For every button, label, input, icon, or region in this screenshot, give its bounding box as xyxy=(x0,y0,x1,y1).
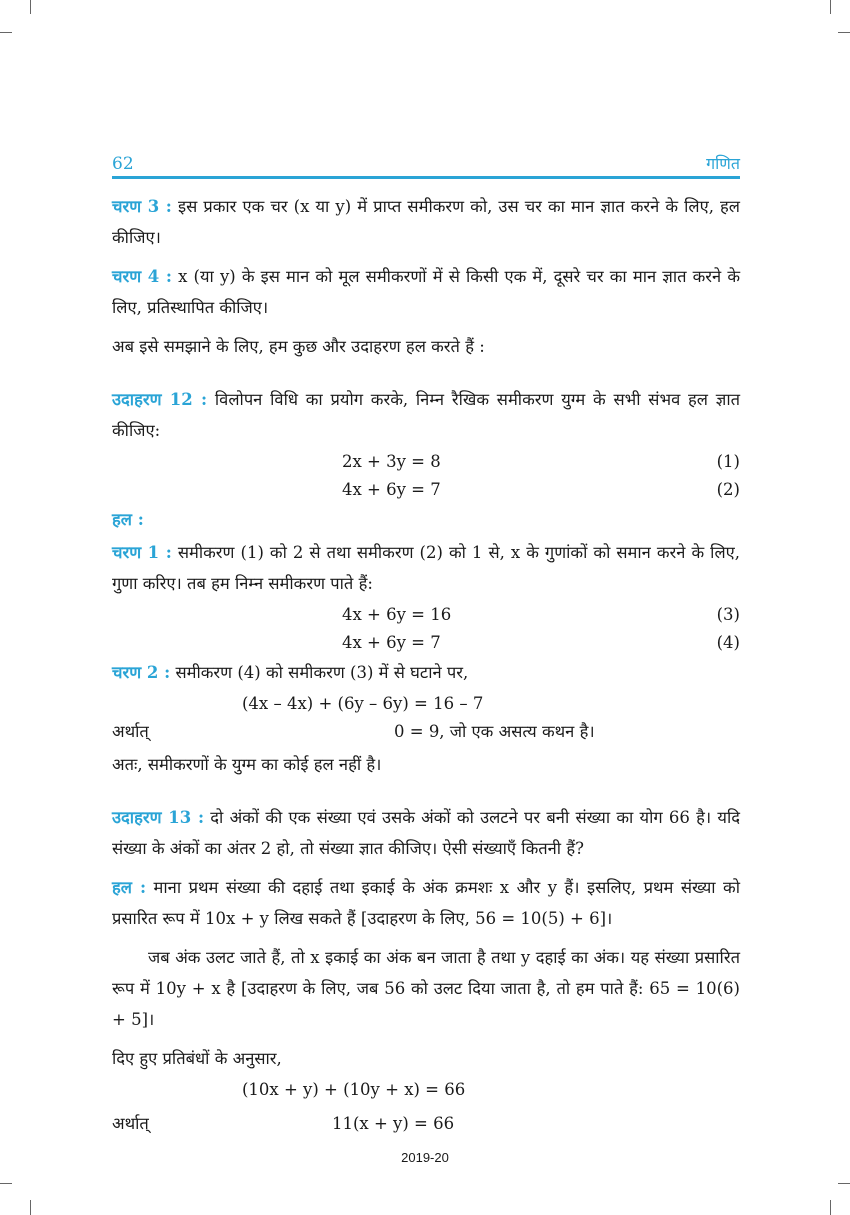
equation-3 xyxy=(112,601,740,629)
equation-expr: (4x – 4x) + (6y – 6y) = 16 – 7 xyxy=(242,694,484,713)
conclusion-text: अतः, समीकरणों के युग्म का कोई हल नहीं है। xyxy=(112,755,382,774)
step-2-paragraph xyxy=(112,657,740,688)
arthat-label: अर्थात् xyxy=(112,1114,149,1133)
crop-mark xyxy=(0,32,12,33)
crop-mark xyxy=(830,1200,831,1215)
solution-13-paragraph xyxy=(112,872,740,934)
page-header xyxy=(112,150,740,176)
equation-number: (1) xyxy=(716,452,740,471)
crop-mark xyxy=(830,0,831,14)
step-2-label: चरण 2 : xyxy=(112,663,171,682)
crop-mark xyxy=(30,0,31,14)
footer-year: 2019-20 xyxy=(401,1150,449,1165)
chapter-title: गणित xyxy=(706,154,740,173)
equation-expr: (10x + y) + (10y + x) = 66 xyxy=(242,1080,466,1099)
equation-8 xyxy=(112,1110,740,1138)
solution-13-label: हल : xyxy=(112,878,147,897)
page-body xyxy=(112,150,740,1138)
step-3-label: चरण 3 : xyxy=(112,197,172,216)
equation-7 xyxy=(112,1076,740,1110)
arthat-label: अर्थात् xyxy=(112,722,149,741)
step-1-paragraph xyxy=(112,537,740,599)
equation-4 xyxy=(112,629,740,657)
equation-expr: 0 = 9, जो एक असत्य कथन है। xyxy=(394,722,595,741)
equation-1 xyxy=(112,448,740,476)
crop-mark xyxy=(30,1200,31,1215)
step-4-text: x (या y) के इस मान को मूल समीकरणों में से किसी एक में, दूसरे चर का मान ज्ञात करने के लिए, प्रतिस्थापित कीजिए। xyxy=(112,267,741,317)
solution-13-text: माना प्रथम संख्या की दहाई तथा इकाई के अंक क्रमशः x और y हैं। इसलिए, प्रथम संख्या को प्रसारित रूप में 10x + y लिख सकते हैं [उदाहरण के लिए, 56 = 10(5) + 6]। xyxy=(112,878,740,928)
example-12-label: उदाहरण 12 : xyxy=(112,390,208,409)
step-1-label: चरण 1 : xyxy=(112,543,172,562)
reversed-digits-paragraph: जब अंक उलट जाते हैं, तो x इकाई का अंक बन जाता है तथा y दहाई का अंक। यह संख्या प्रसारित रूप में 10y + x है [उदाहरण के लिए, जब 56 को उलट दिया जाता है, तो हम पाते हैं: 65 = 10(6) + 5]। xyxy=(112,948,740,1029)
equation-expr: 4x + 6y = 16 xyxy=(342,605,452,624)
equation-number: (4) xyxy=(716,633,740,652)
example-12-paragraph xyxy=(112,384,740,446)
example-13-paragraph xyxy=(112,802,740,864)
equation-expr: 4x + 6y = 7 xyxy=(342,480,441,499)
step-3-text: इस प्रकार एक चर (x या y) में प्राप्त समीकरण को, उस चर का मान ज्ञात करने के लिए, हल कीजिए। xyxy=(112,197,740,247)
header-rule xyxy=(112,176,740,179)
equation-number: (2) xyxy=(716,480,740,499)
example-13-label: उदाहरण 13 : xyxy=(112,808,205,827)
equation-expr: 4x + 6y = 7 xyxy=(342,633,441,652)
equation-5 xyxy=(112,690,740,718)
step-1-text: समीकरण (1) को 2 से तथा समीकरण (2) को 1 से, x के गुणांकों को समान करने के लिए, गुणा करिए। तब हम निम्न समीकरण पाते हैं: xyxy=(112,543,741,593)
equation-expr: 2x + 3y = 8 xyxy=(342,452,441,471)
example-13-text: दो अंकों की एक संख्या एवं उसके अंकों को उलटने पर बनी संख्या का योग 66 है। यदि संख्या के अंकों का अंतर 2 हो, तो संख्या ज्ञात कीजिए। ऐसी संख्याएँ कितनी हैं? xyxy=(112,808,741,858)
intro-text: अब इसे समझाने के लिए, हम कुछ और उदाहरण हल करते हैं : xyxy=(112,337,485,356)
equation-2 xyxy=(112,476,740,504)
example-12-text: विलोपन विधि का प्रयोग करके, निम्न रैखिक समीकरण युग्म के सभी संभव हल ज्ञात कीजिए: xyxy=(112,390,740,440)
crop-mark xyxy=(0,1183,12,1184)
page-number: 62 xyxy=(112,154,134,174)
conditions-text: दिए हुए प्रतिबंधों के अनुसार, xyxy=(112,1049,282,1068)
crop-mark xyxy=(838,32,850,33)
equation-number: (3) xyxy=(716,605,740,624)
solution-label: हल : xyxy=(112,510,144,529)
crop-mark xyxy=(838,1183,850,1184)
equation-expr: 11(x + y) = 66 xyxy=(332,1114,455,1133)
equation-6 xyxy=(112,718,740,749)
step-4-paragraph xyxy=(112,261,740,323)
step-3-paragraph xyxy=(112,191,740,253)
step-2-text: समीकरण (4) को समीकरण (3) में से घटाने पर, xyxy=(175,663,469,682)
step-4-label: चरण 4 : xyxy=(112,267,172,286)
